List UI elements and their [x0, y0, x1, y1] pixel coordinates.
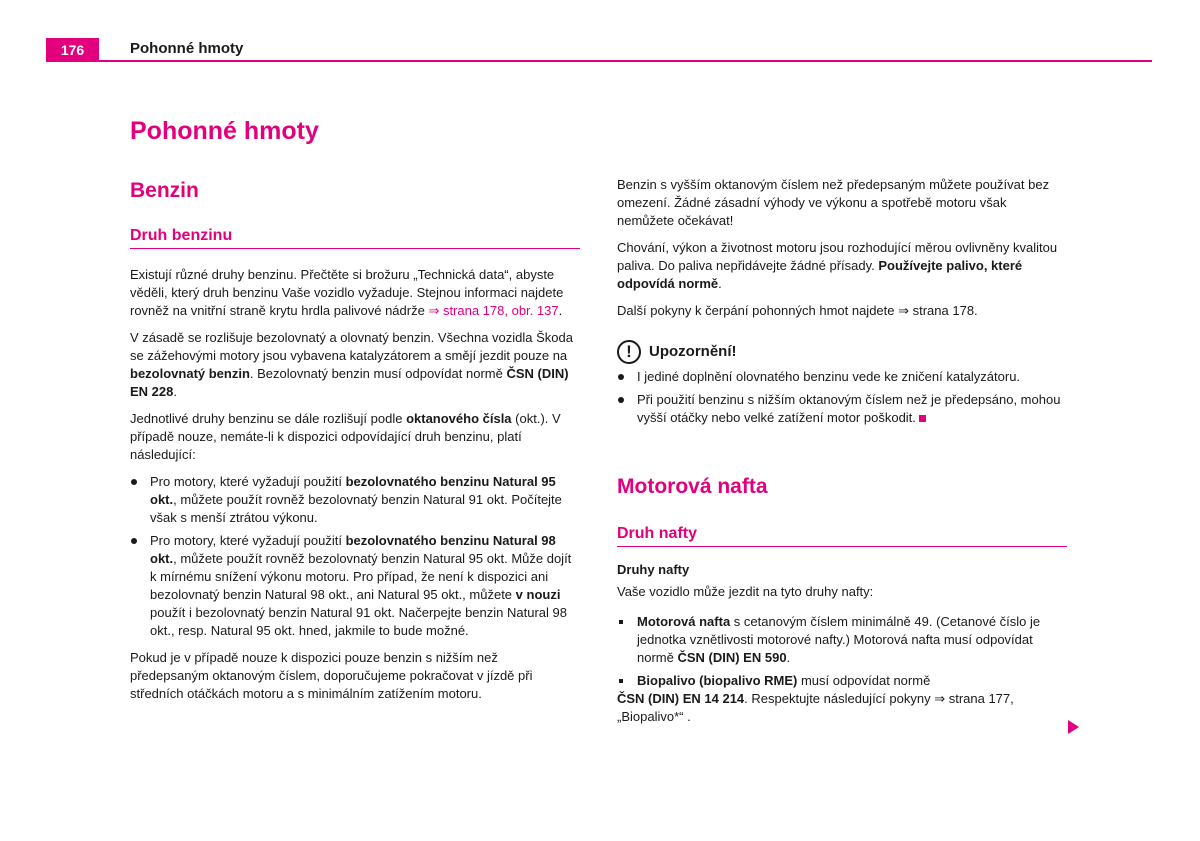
- page-reference-link[interactable]: ⇒ strana 178, obr. 137: [428, 303, 559, 318]
- paragraph: V zásadě se rozlišuje bezolovnatý a olovnatý benzin. Všechna vozidla Škoda se zážehovými motory jsou vybavena katalyzátorem a smějí jezdit pouze na bezolovnatý benzin. Bezolovnatý benzin musí odpovídat normě ČSN (DIN) EN 228.: [130, 330, 573, 399]
- section-title-benzin: Benzin: [130, 179, 199, 202]
- paragraph: Vaše vozidlo může jezdit na tyto druhy nafty:: [617, 584, 874, 599]
- list-item: Biopalivo (biopalivo RME) musí odpovídat normě: [617, 672, 1067, 690]
- right-column: [617, 176, 1067, 735]
- section-title-motorova-nafta: Motorová nafta: [617, 475, 768, 498]
- warning-heading: [617, 340, 1067, 364]
- page-number: 176: [46, 38, 99, 61]
- subsection-title-druh-nafty: Druh nafty: [617, 524, 1067, 547]
- paragraph: Existují různé druhy benzinu. Přečtěte si brožuru „Technická data“, abyste věděli, který druh benzinu Vaše vozidlo vyžaduje. Stejnou informaci najdete rovněž na vnitřní straně krytu hrdla palivové nádrže ⇒ strana 178, obr. 137.: [130, 267, 564, 318]
- paragraph: Pokud je v případě nouze k dispozici pouze benzin s nižším než předepsaným oktanovým číslem, doporučujeme pokračovat v jízdě při středních otáčkách motoru a s minimálním zatížením motoru.: [130, 650, 533, 701]
- continue-arrow-icon: [1068, 720, 1079, 734]
- subheading-druhy-nafty: Druhy nafty: [617, 562, 690, 577]
- warning-item: Při použití benzinu s nižším oktanovým číslem než je předepsáno, mohou vyšší otáčky nebo velké zatížení motor poškodit.: [617, 391, 1067, 427]
- list-item: Pro motory, které vyžadují použití bezolovnatého benzinu Natural 98 okt., můžete použít rovněž bezolovnatý benzin Natural 95 okt. Může dojít k mírnému snížení výkonu motoru. Pro případ, že není k dispozici ani bezolovnatý benzin Natural 98 okt., ani Natural 95 okt., můžete v nouzi použít i bezolovnatý benzin Natural 91 okt. Načerpejte benzin Natural 98 okt., resp. Natural 95 okt. hned, jakmile to bude možné.: [130, 532, 580, 640]
- subsection-title-druh-benzinu: Druh benzinu: [130, 226, 580, 249]
- end-of-section-icon: [919, 415, 926, 422]
- paragraph: Další pokyny k čerpání pohonných hmot najdete ⇒ strana 178.: [617, 303, 978, 318]
- warning-title: Upozornění!: [649, 343, 737, 360]
- running-header-title: Pohonné hmoty: [130, 40, 244, 57]
- left-column: [130, 112, 580, 712]
- page-title: Pohonné hmoty: [130, 117, 319, 145]
- warning-exclamation-icon: !: [617, 340, 641, 364]
- paragraph: Jednotlivé druhy benzinu se dále rozlišují podle oktanového čísla (okt.). V případě nouze, nemáte-li k dispozici odpovídající druh benzinu, platí následující:: [130, 411, 561, 462]
- list-item: Motorová nafta s cetanovým číslem minimálně 49. (Cetanové číslo je jednotka vznětlivosti motorové nafty.) Motorová nafta musí odpovídat normě ČSN (DIN) EN 590.: [617, 613, 1067, 667]
- paragraph: Chování, výkon a životnost motoru jsou rozhodující měrou ovlivněny kvalitou paliva. Do paliva nepřidávejte žádné přísady. Používejte palivo, které odpovídá normě.: [617, 240, 1058, 291]
- spacer: [617, 432, 1067, 472]
- paragraph: Benzin s vyšším oktanovým číslem než předepsaným můžete používat bez omezení. Žádné zásadní výhody ve výkonu a spotřebě motoru však nemůžete očekávat!: [617, 177, 1050, 228]
- list-item: Pro motory, které vyžadují použití bezolovnatého benzinu Natural 95 okt., můžete použít rovněž bezolovnatý benzin Natural 91 okt. Počítejte však s menší ztrátou výkonu.: [130, 473, 580, 527]
- paragraph: ČSN (DIN) EN 14 214. Respektujte následující pokyny ⇒ strana 177, „Biopalivo*“ .: [617, 691, 1014, 724]
- warning-item: I jediné doplnění olovnatého benzinu vede ke zničení katalyzátoru.: [617, 368, 1067, 386]
